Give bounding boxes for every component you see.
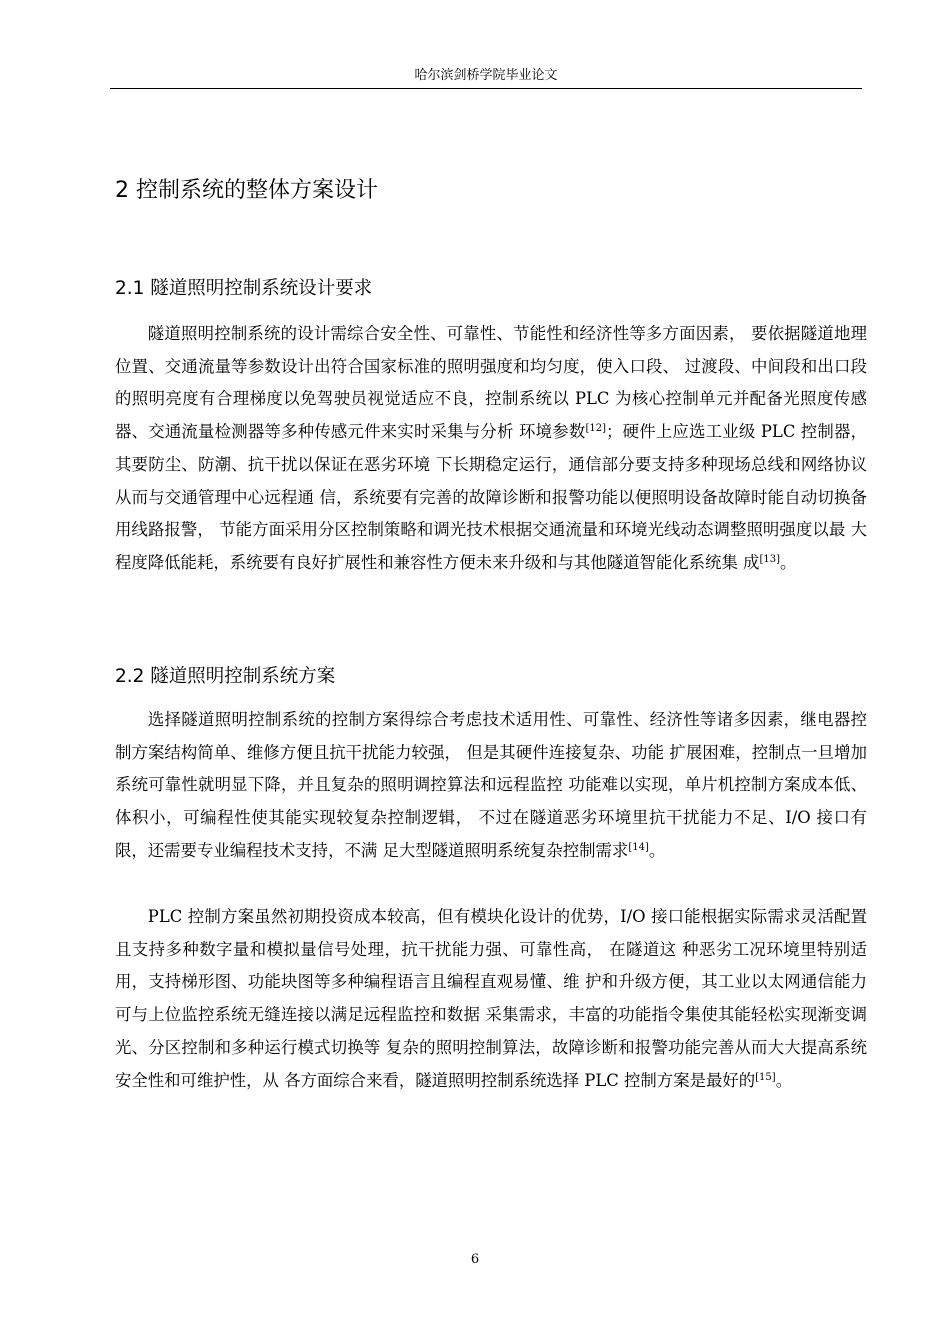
page-header: 哈尔滨剑桥学院毕业论文 [110, 66, 862, 89]
section-2-1-title: 2.1 隧道照明控制系统设计要求 [115, 278, 373, 299]
paragraph-end: 。 [775, 1070, 793, 1090]
paragraph-text: PLC 控制方案虽然初期投资成本较高，但有模块化设计的优势，I/O 接口能根据实际需求灵活配置且支持多种数字量和模拟量信号处理，抗干扰能力强、可靠性高， 在隧道这 种恶劣工况环境里特别适用，支持梯形图、功能块图等多种编程语言且编程直观易懂、维 护和升级方便，其工业以太网通信能力可与上位监控系统无缝连接以满足远程监控和数据 采集需求，丰富的功能指令集使其能轻松实现渐变调光、分区控制和多种运行模式切换等 复杂的照明控制算法，故障诊断和报警功能完善从而大大提高系统安全性和可维护性，从 各方面综合来看，隧道照明控制系统选择 PLC 控制方案是最好的 [115, 907, 867, 1090]
section-2-1-paragraph [115, 318, 867, 580]
citation: [13] [759, 553, 780, 565]
paragraph-text: ；硬件上应选工业级 PLC 控制器，其要防尘、防潮、抗干扰以保证在恶劣环境 下长期稳定运行，通信部分要支持多种现场总线和网络协议从而与交通管理中心远程通 信，系统要有完善的故障诊断和报警功能以便照明设备故障时能自动切换备用线路报警， 节能方面采用分区控制策略和调光技术根据交通流量和环境光线动态调整照明强度以最 大程度降低能耗，系统要有良好扩展性和兼容性方便未来升级和与其他隧道智能化系统集 成 [115, 422, 867, 572]
section-2-2-paragraph-2 [115, 901, 867, 1097]
paragraph-text: 选择隧道照明控制系统的控制方案得综合考虑技术适用性、可靠性、经济性等诸多因素，继电器控制方案结构简单、维修方便且抗干扰能力较强， 但是其硬件连接复杂、功能 扩展困难，控制点一旦增加系统可靠性就明显下降，并且复杂的照明调控算法和远程监控 功能难以实现，单片机控制方案成本低、体积小，可编程性使其能实现较复杂控制逻辑， 不过在隧道恶劣环境里抗干扰能力不足、I/O 接口有限，还需要专业编程技术支持，不满 足大型隧道照明系统复杂控制需求 [115, 710, 867, 860]
section-2-2-paragraph-1 [115, 704, 867, 868]
citation: [14] [628, 841, 649, 853]
paragraph-end: 。 [648, 840, 666, 860]
chapter-title: 2 控制系统的整体方案设计 [115, 178, 378, 203]
page-number: 6 [470, 1252, 480, 1267]
paragraph-end: 。 [779, 552, 797, 572]
citation: [12] [585, 423, 606, 435]
paragraph-text: 隧道照明控制系统的设计需综合安全性、可靠性、节能性和经济性等多方面因素， 要依据隧道地理位置、交通流量等参数设计出符合国家标准的照明强度和均匀度，使入口段、 过渡段、中间段和出口段的照明亮度有合理梯度以免驾驶员视觉适应不良，控制系统以 PLC 为核心控制单元并配备光照度传感器、交通流量检测器等多种传感元件来实时采集与分析 环境参数 [115, 324, 867, 442]
section-2-2-title: 2.2 隧道照明控制系统方案 [115, 666, 336, 687]
citation: [15] [755, 1071, 776, 1083]
